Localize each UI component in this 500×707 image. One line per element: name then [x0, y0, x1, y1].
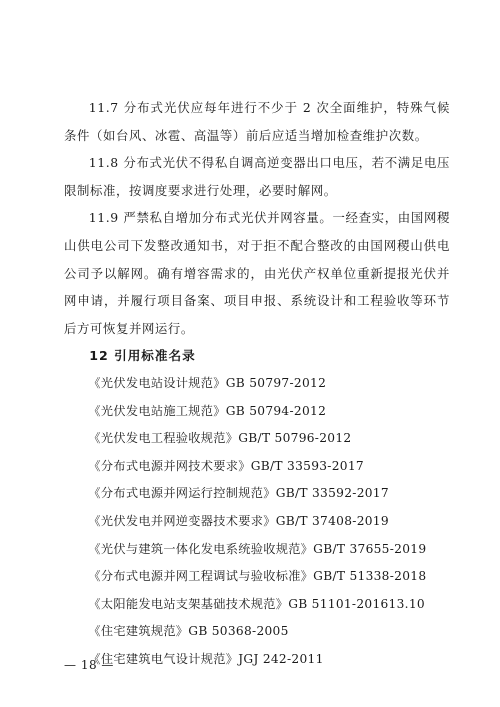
- reference-item: 《住宅建筑规范》GB 50368-2005: [88, 624, 289, 639]
- clause-11-8: 11.8 分布式光伏不得私自调高逆变器出口电压，若不满足电压限制标准，按调度要求进行处理，必要时解网。: [64, 155, 450, 198]
- reference-item: 《光伏发电站施工规范》GB 50794-2012: [88, 403, 327, 418]
- reference-item: 《分布式电源并网运行控制规范》GB/T 33592-2017: [88, 486, 389, 501]
- reference-item: 《光伏发电并网逆变器技术要求》GB/T 37408-2019: [88, 513, 389, 528]
- reference-item: 《太阳能发电站支架基础技术规范》GB 51101-201613.10: [88, 596, 425, 611]
- reference-item: 《分布式电源并网技术要求》GB/T 33593-2017: [88, 458, 364, 473]
- clause-11-9: 11.9 严禁私自增加分布式光伏并网容量。一经查实，由国网稷山供电公司下发整改通知书，对于拒不配合整改的由国网稷山供电公司予以解网。确有增容需求的，由光伏产权单位重新提报光伏并网申请，并履行项目备案、项目申报、系统设计和工程验收等环节后方可恢复并网运行。: [64, 210, 450, 336]
- reference-item: 《光伏发电站设计规范》GB 50797-2012: [88, 375, 327, 390]
- page-content: [64, 94, 450, 673]
- reference-item: 《光伏与建筑一体化发电系统验收规范》GB/T 37655-2019: [88, 541, 427, 556]
- reference-item: 《分布式电源并网工程调试与验收标准》GB/T 51338-2018: [88, 569, 427, 584]
- reference-item: 《住宅建筑电气设计规范》JGJ 242-2011: [88, 651, 324, 666]
- reference-list: [64, 370, 450, 674]
- clause-11-7: 11.7 分布式光伏应每年进行不少于 2 次全面维护，特殊气候条件（如台风、冰雹、高温等）前后应适当增加检查维护次数。: [64, 100, 450, 143]
- section-heading: 12 引用标准名录: [89, 348, 196, 364]
- page-number: — 18 —: [64, 658, 114, 672]
- reference-item: 《光伏发电工程验收规范》GB/T 50796-2012: [88, 431, 352, 446]
